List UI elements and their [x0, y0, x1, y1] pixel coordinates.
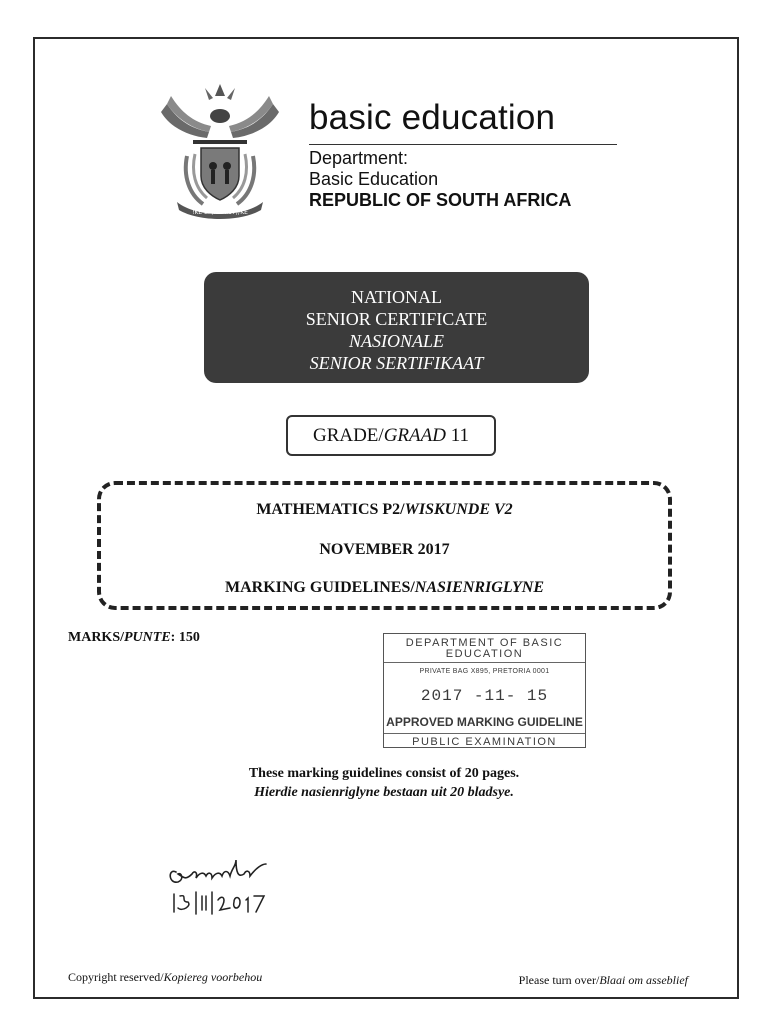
- stamp-date: 2017 -11- 15: [420, 687, 549, 705]
- grade-number: 11: [450, 425, 470, 446]
- document-type: [101, 579, 668, 597]
- brand-title: basic education: [309, 98, 556, 137]
- country-name: REPUBLIC OF SOUTH AFRICA: [309, 190, 572, 210]
- certificate-line-3: NASIONALE: [348, 331, 444, 351]
- certificate-line-4: SENIOR SERTIFIKAAT: [309, 353, 484, 373]
- copyright-notice: [68, 970, 262, 985]
- grade-prefix: GRADE/: [312, 425, 384, 446]
- page-count-af: Hierdie nasienriglyne bestaan uit 20 bladsye.: [254, 785, 514, 800]
- certificate-line-2: SENIOR CERTIFICATE: [305, 309, 488, 329]
- subject-title: [101, 501, 668, 519]
- subject-title-en: MATHEMATICS P2/: [256, 501, 405, 518]
- subject-title-af: WISKUNDE V2: [404, 501, 513, 518]
- approval-stamp: [383, 633, 586, 748]
- grade-box: [286, 415, 496, 456]
- copyright-en: Copyright reserved/: [68, 970, 164, 984]
- copyright-af: Kopiereg voorbehou: [163, 970, 263, 984]
- certificate-line-1: NATIONAL: [351, 287, 442, 307]
- stamp-exam: PUBLIC EXAMINATION: [412, 736, 557, 748]
- grade-prefix-af: GRAAD: [383, 425, 446, 446]
- turn-over-en: Please turn over/: [518, 973, 600, 987]
- page-count-notice: [0, 764, 768, 802]
- coat-of-arms-logo: [157, 76, 283, 222]
- stamp-line-1: DEPARTMENT OF BASIC: [405, 637, 564, 649]
- marks-label-af: PUNTE: [124, 630, 171, 645]
- certificate-banner: [204, 272, 589, 383]
- turn-over-notice: [519, 973, 688, 988]
- exam-date: NOVEMBER 2017: [319, 541, 450, 558]
- handwritten-signature: [166, 850, 286, 920]
- crest-motto: !KE E: /XARRA //KE: [192, 209, 248, 216]
- stamp-status: APPROVED MARKING GUIDELINE: [384, 715, 585, 734]
- marks-label: MARKS/: [68, 630, 124, 645]
- document-type-en: MARKING GUIDELINES/: [224, 579, 415, 596]
- brand-divider: [309, 144, 617, 145]
- marks-value: 150: [178, 630, 200, 645]
- stamp-address: PRIVATE BAG X895, PRETORIA 0001: [419, 668, 550, 675]
- marks-colon: :: [170, 630, 176, 645]
- department-block: [309, 148, 571, 211]
- turn-over-af: Blaai om asseblief: [599, 973, 688, 987]
- subject-box: [97, 481, 672, 610]
- marks-total: [68, 630, 200, 646]
- department-name: Basic Education: [309, 169, 439, 189]
- page-count-en: These marking guidelines consist of 20 pages.: [248, 766, 520, 781]
- department-label: Department:: [309, 148, 409, 168]
- stamp-line-2: EDUCATION: [384, 649, 585, 663]
- document-type-af: NASIENRIGLYNE: [414, 579, 545, 596]
